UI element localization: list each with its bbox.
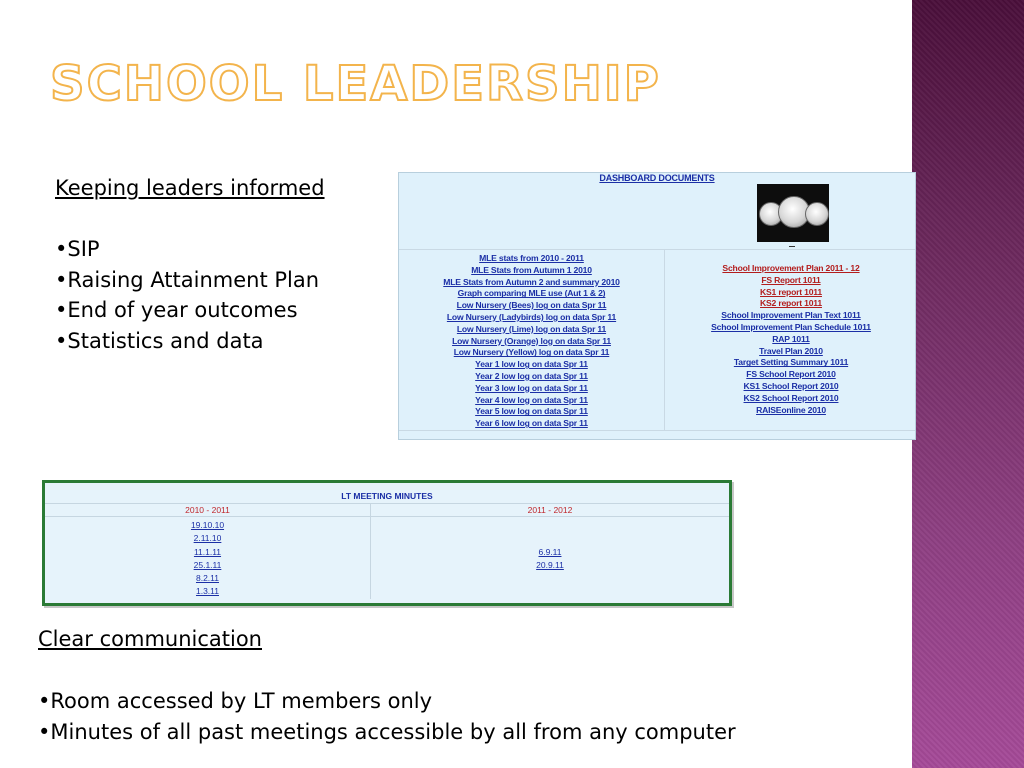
document-link[interactable]: Year 3 low log on data Spr 11 <box>475 382 588 393</box>
document-link[interactable]: MLE Stats from Autumn 1 2010 <box>471 264 592 275</box>
minutes-link[interactable]: 19.10.10 <box>190 520 225 530</box>
lt-meeting-minutes-screenshot <box>42 480 732 606</box>
clear-communication-bullet-list <box>38 686 736 747</box>
document-link[interactable]: Year 2 low log on data Spr 11 <box>475 370 588 381</box>
divider <box>789 246 795 247</box>
document-link[interactable]: MLE Stats from Autumn 2 and summary 2010 <box>443 276 620 287</box>
section-heading-clear-communication: Clear communication <box>38 627 262 651</box>
gauge-icon <box>805 202 829 226</box>
document-link[interactable]: Low Nursery (Bees) log on data Spr 11 <box>456 300 607 311</box>
document-link[interactable]: School Improvement Plan 2011 - 12 <box>722 263 860 273</box>
document-link[interactable]: Graph comparing MLE use (Aut 1 & 2) <box>457 288 606 299</box>
bullet-item: • Statistics and data <box>55 326 319 357</box>
minutes-link[interactable]: 2.11.10 <box>193 533 222 544</box>
divider <box>399 249 915 250</box>
minutes-link[interactable]: 8.2.11 <box>195 573 219 584</box>
bullet-item: • Minutes of all past meetings accessible by all from any computer <box>38 717 736 748</box>
document-link[interactable]: RAISEonline 2010 <box>756 404 826 415</box>
document-link[interactable]: Year 5 low log on data Spr 11 <box>475 406 588 417</box>
lt-column-header-2010-2011: 2010 - 2011 <box>185 505 230 515</box>
document-link[interactable]: KS1 School Report 2010 <box>743 380 839 391</box>
document-link[interactable]: FS Report 1011 <box>761 274 821 285</box>
divider <box>45 516 729 517</box>
minutes-link[interactable]: 1.3.11 <box>195 586 219 597</box>
minutes-link[interactable]: 11.1.11 <box>193 546 222 557</box>
document-link[interactable]: Low Nursery (Ladybirds) log on data Spr 11 <box>446 311 617 322</box>
document-link[interactable]: Year 6 low log on data Spr 11 <box>475 418 588 429</box>
bullet-item: • SIP <box>55 234 319 265</box>
document-link[interactable]: Target Setting Summary 1011 <box>733 357 849 368</box>
keeping-leaders-bullet-list <box>55 234 319 356</box>
lt-minutes-title: LT MEETING MINUTES <box>341 491 433 501</box>
lt-minutes-2011-2012-list <box>371 546 729 573</box>
lt-minutes-2010-2011-list <box>45 519 370 599</box>
document-link[interactable]: KS2 School Report 2010 <box>743 392 839 403</box>
document-link[interactable]: FS School Report 2010 <box>746 369 836 380</box>
document-link[interactable]: Year 4 low log on data Spr 11 <box>475 394 588 405</box>
bullet-item: • Raising Attainment Plan <box>55 265 319 296</box>
document-link[interactable]: School Improvement Plan Text 1011 <box>721 310 861 321</box>
bullet-item: • End of year outcomes <box>55 295 319 326</box>
document-link[interactable]: Low Nursery (Yellow) log on data Spr 11 <box>453 347 610 358</box>
document-link[interactable]: KS2 report 1011 <box>760 298 822 309</box>
dashboard-documents-title[interactable]: DASHBOARD DOCUMENTS <box>599 173 715 183</box>
divider <box>45 503 729 504</box>
document-link[interactable]: MLE stats from 2010 - 2011 <box>479 253 584 263</box>
document-link[interactable]: RAP 1011 <box>772 333 810 344</box>
dashboard-gauges-image <box>757 184 829 242</box>
document-link[interactable]: Low Nursery (Lime) log on data Spr 11 <box>456 323 607 334</box>
minutes-link[interactable]: 20.9.11 <box>536 560 564 571</box>
decorative-side-band <box>912 0 1024 768</box>
document-link[interactable]: Low Nursery (Orange) log on data Spr 11 <box>452 335 611 346</box>
document-link[interactable]: KS1 report 1011 <box>760 286 822 297</box>
minutes-link[interactable]: 25.1.11 <box>193 559 222 570</box>
section-heading-keeping-leaders-informed: Keeping leaders informed <box>55 176 325 200</box>
divider <box>399 430 915 431</box>
minutes-link[interactable]: 6.9.11 <box>538 547 562 557</box>
lt-column-header-2011-2012: 2011 - 2012 <box>527 505 573 515</box>
document-link[interactable]: Year 1 low log on data Spr 11 <box>475 359 588 370</box>
document-link[interactable]: Travel Plan 2010 <box>759 345 823 356</box>
slide-title: SCHOOL LEADERSHIP <box>50 56 661 112</box>
statistics-links-list <box>399 253 664 430</box>
dashboard-documents-screenshot <box>398 172 916 440</box>
document-link[interactable]: School Improvement Plan Schedule 1011 <box>711 321 871 332</box>
plans-and-reports-links-list <box>665 263 917 416</box>
bullet-item: • Room accessed by LT members only <box>38 686 736 717</box>
